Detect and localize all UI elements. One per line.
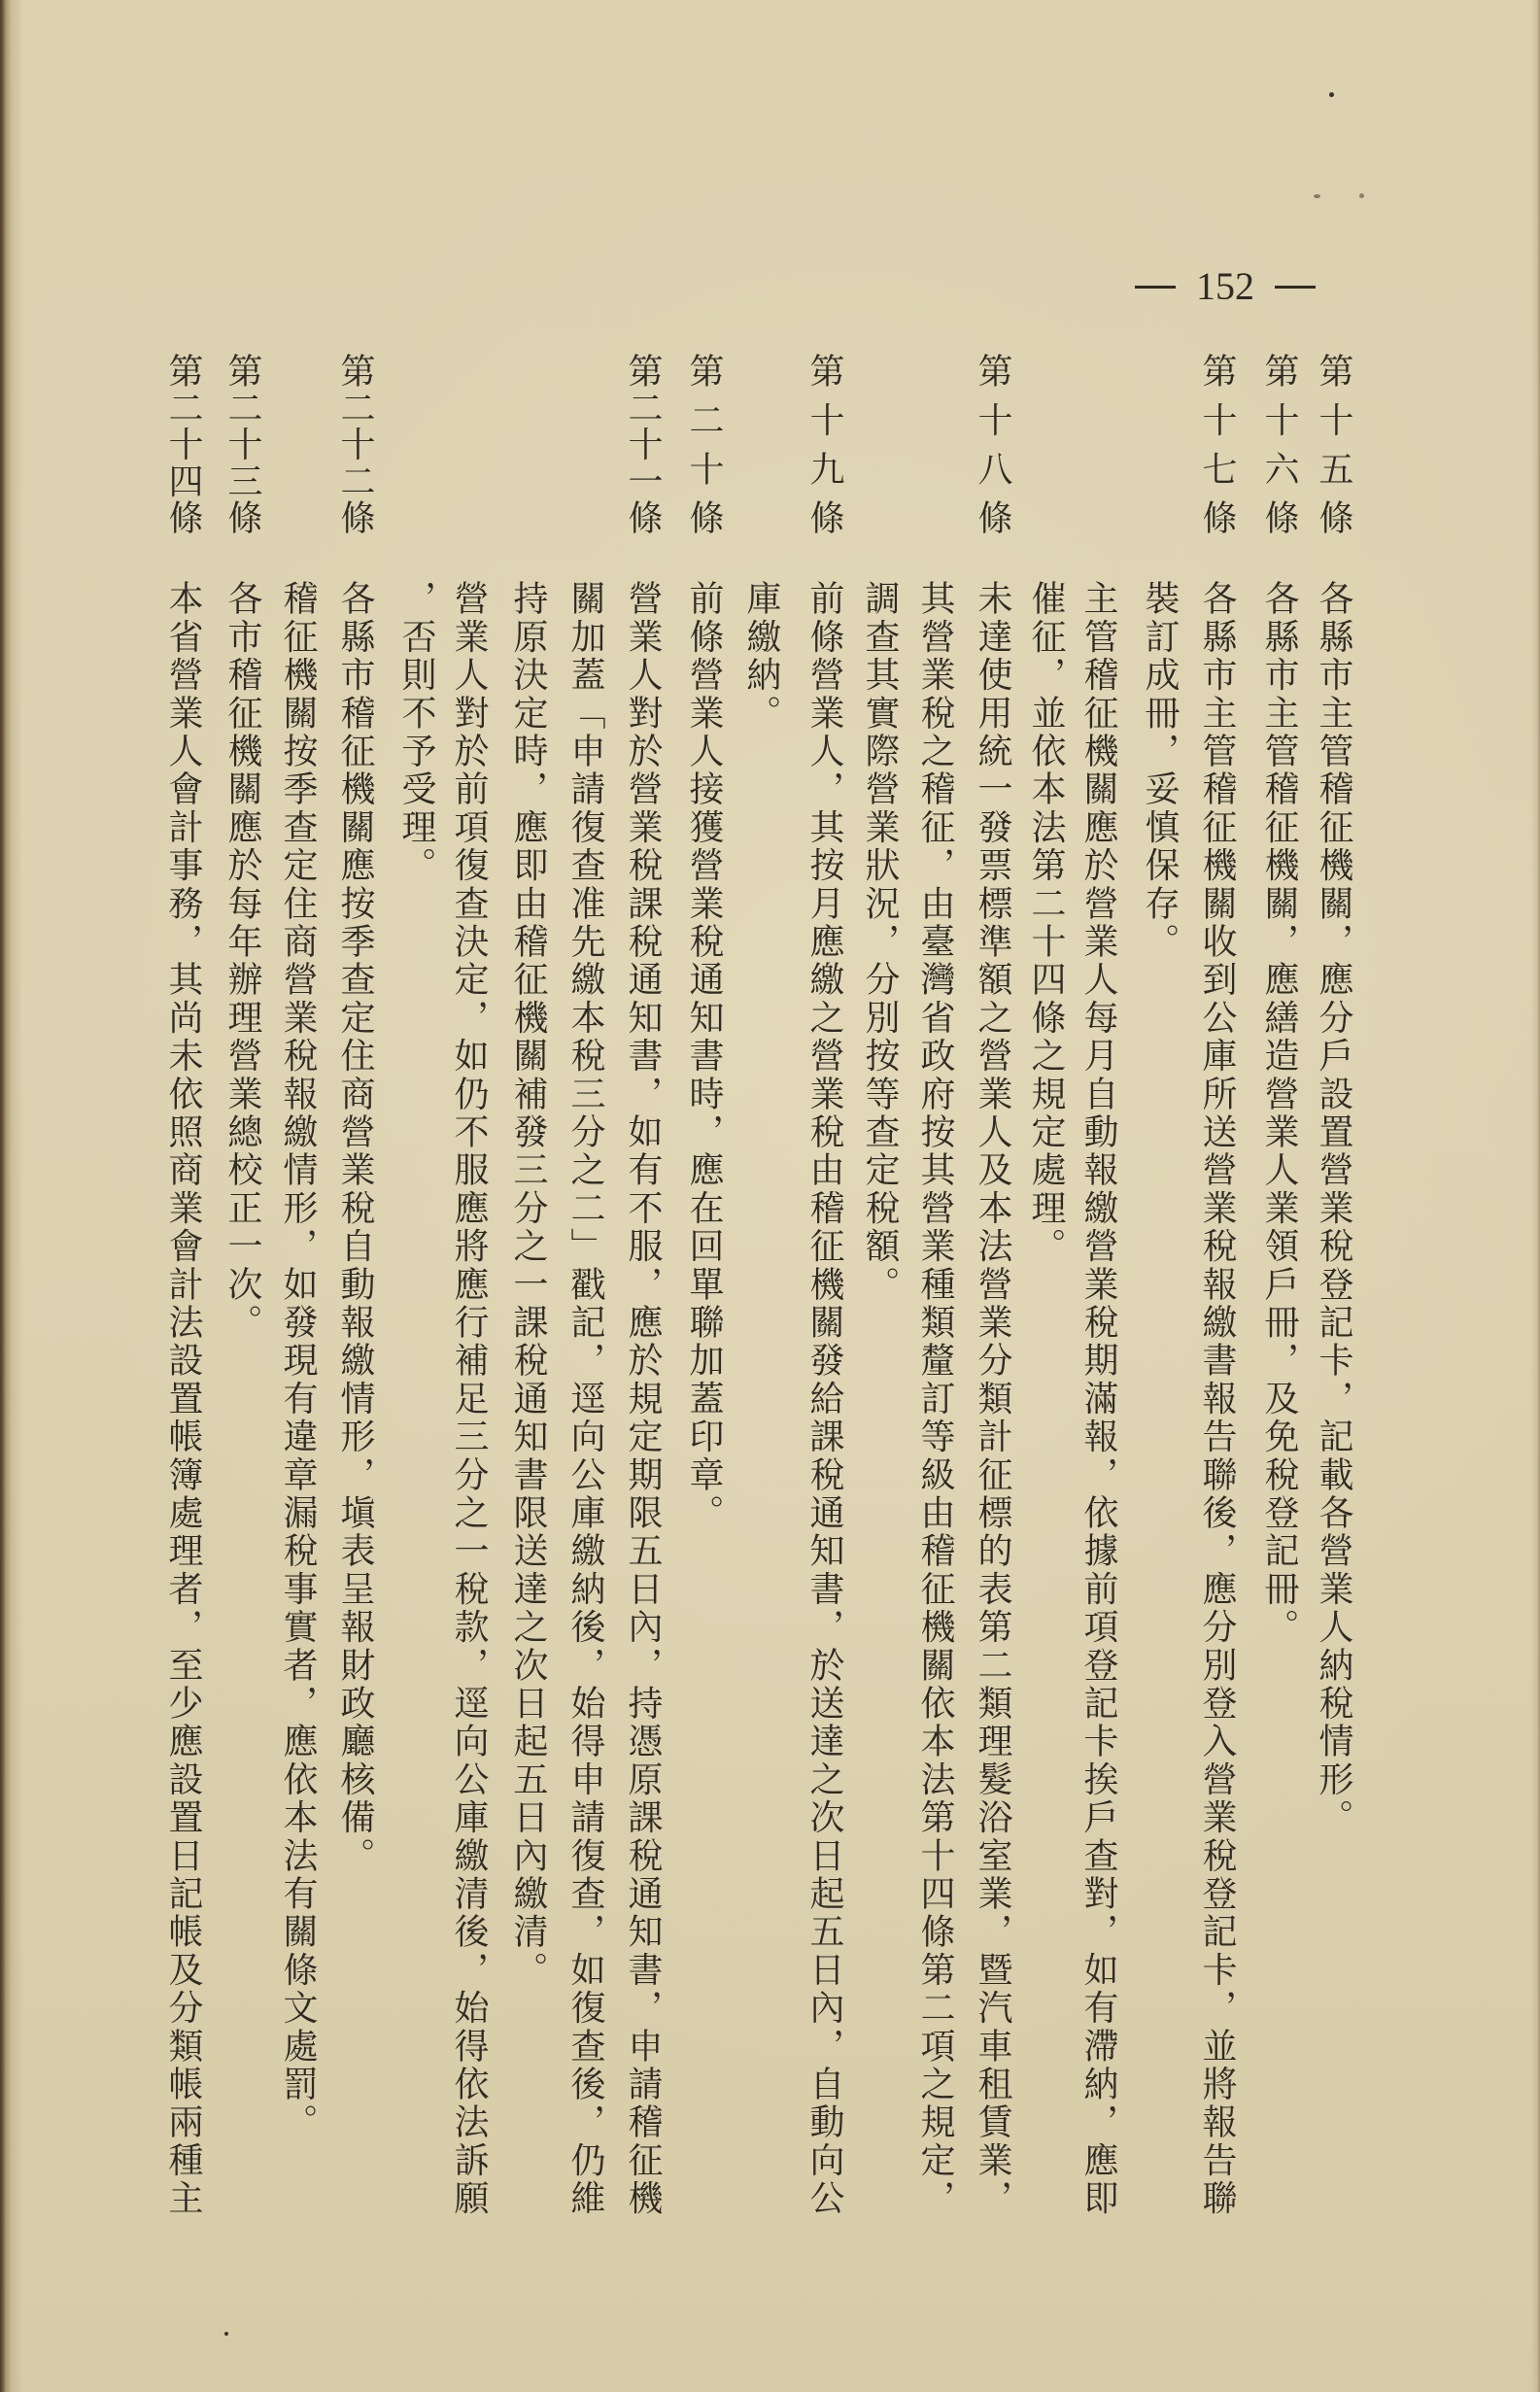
article-text-line: 其營業稅之稽征，由臺灣省政府按其營業種類釐訂等級由稽征機關依本法第十四條第二項之規定， [915,580,955,2218]
article-text-line: 裝訂成冊，妥慎保存。 [1140,580,1180,961]
text-column [335,0,375,2392]
article-text-line: 前條營業人，其按月應繳之營業稅由稽征機關發給課稅通知書，於送達之次日起五日內，自動向公 [804,580,844,2218]
article-text-line: 持原決定時，應即由稽征機關補發三分之一課稅通知書限送達之次日起五日內繳清。 [508,580,548,1990]
article-text-line: 各縣市稽征機關應按季查定住商營業稅自動報繳情形，塡表呈報財政廳核備。 [335,580,375,1875]
article-text-line: 各縣市主管稽征機關，應分戶設置營業稅登記卡，記載各營業人納稅情形。 [1314,580,1353,1837]
text-column [1140,0,1180,2392]
article-heading: 第二十四條 [163,353,203,536]
article-text-line: 調查其實際營業狀況，分別按等查定稅額。 [860,580,900,1304]
article-text-line: 營業人對於前項復查決定，如仍不服應將應行補足三分之一稅款，逕向公庫繳清後，始得依法訴願 [449,580,489,2218]
text-column [222,0,262,2392]
text-column [163,0,203,2392]
text-column [684,0,724,2392]
text-column [1078,0,1118,2392]
article-text-line: 催征，並依本法第二十四條之規定處理。 [1026,580,1066,1266]
article-text-line: 各縣市主管稽征機關，應繕造營業人業領戶冊，及免稅登記冊。 [1259,580,1299,1647]
article-heading: 第二十條 [684,353,724,549]
text-column [565,0,605,2392]
article-heading: 第二十二條 [335,353,375,536]
text-column [449,0,489,2392]
text-column [1316,0,1351,2392]
article-text-line: 各市稽征機關應於每年辦理營業總校正一次。 [222,580,262,1342]
article-heading: 第十六條 [1259,353,1299,549]
text-column [1197,0,1237,2392]
text-column [915,0,955,2392]
page-right-edge-shadow [1530,0,1540,2392]
text-column [1259,0,1299,2392]
text-column [396,0,436,2392]
paper-speck [1359,193,1364,198]
article-heading: 第二十一條 [623,353,663,536]
article-heading: 第十五條 [1314,353,1353,549]
page-left-edge-shadow [0,0,23,2392]
article-text-line: 前條營業人接獲營業稅通知書時，應在回單聯加蓋印章。 [684,580,724,1532]
article-heading: 第二十三條 [222,353,262,536]
article-text-line: ，否則不予受理。 [396,580,436,885]
article-heading: 第十九條 [804,353,844,549]
article-text-line: 主管稽征機關應於營業人每月自動報繳營業稅期滿報，依據前項登記卡挨戶查對，如有滯納，應即 [1078,580,1118,2218]
text-column [1026,0,1066,2392]
article-text-line: 未達使用統一發票標準額之營業人及本法營業分類計征標的表第二類理髮浴室業，暨汽車租賃業， [973,580,1012,2218]
article-text-line: 稽征機關按季查定住商營業稅報繳情形，如發現有違章漏稅事實者，應依本法有關條文處罰。 [278,580,318,2142]
text-column [508,0,548,2392]
article-text-line: 本省營業人會計事務，其尚未依照商業會計法設置帳簿處理者，至少應設置日記帳及分類帳兩種主 [163,580,203,2218]
article-text-line: 庫繳納。 [741,580,781,733]
article-heading: 第十七條 [1197,353,1237,549]
text-column [804,0,844,2392]
article-text-line: 各縣市主管稽征機關收到公庫所送營業稅報繳書報告聯後，應分別登入營業稅登記卡，並將報告聯 [1197,580,1237,2218]
text-column [278,0,318,2392]
text-column [975,0,1010,2392]
article-text-line: 營業人對於營業稅課稅通知書，如有不服，應於規定期限五日內，持憑原課稅通知書，申請稽征機 [623,580,663,2218]
article-text-line: 關加蓋「申請復查准先繳本稅三分之二」戳記，逕向公庫繳納後，始得申請復查，如復查後，仍維 [565,580,605,2218]
article-heading: 第十八條 [973,353,1012,549]
page-number-value: 152 [1196,264,1254,308]
text-column [860,0,900,2392]
text-column [623,0,663,2392]
text-column [741,0,781,2392]
